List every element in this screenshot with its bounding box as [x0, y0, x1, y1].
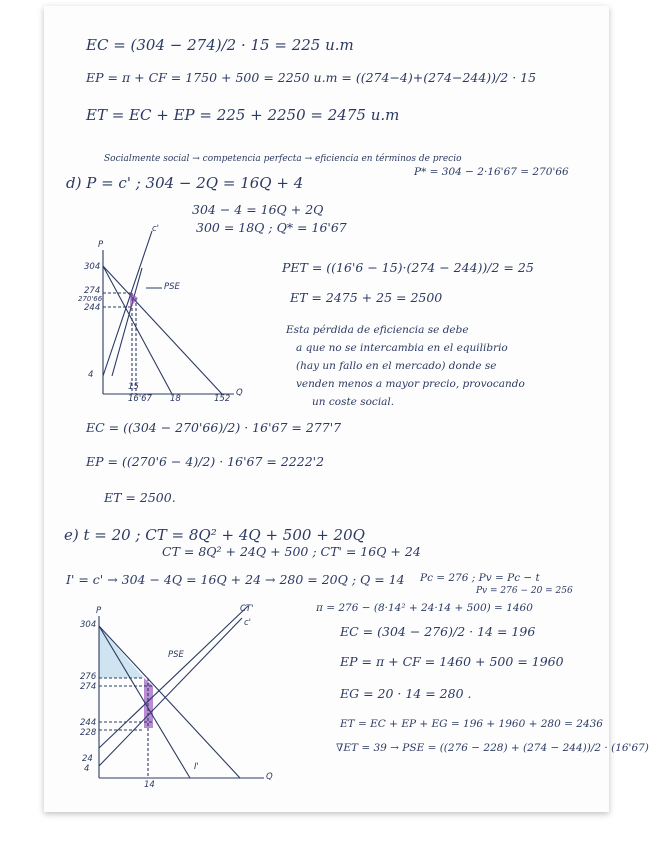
- graph-e-demand: [99, 626, 240, 778]
- d-pet: PET = ((16'6 − 15)·(274 − 244))/2 = 25: [282, 260, 534, 275]
- graph-d-x1667: 16'67: [128, 394, 152, 404]
- graph-e-ct-label: CT': [240, 604, 254, 614]
- d-ep: EP = ((270'6 − 4)/2) · 16'67 = 2222'2: [86, 454, 325, 469]
- d-txt2: a que no se intercambia en el equilibrio: [296, 342, 508, 354]
- graph-e-y244: 244: [80, 718, 97, 728]
- c-ec-line: EC = (304 − 274)/2 · 15 = 225 u.m: [86, 36, 354, 54]
- graph-e: [44, 6, 609, 812]
- graph-d-y270: 270'66: [78, 295, 103, 303]
- graph-d-x18: 18: [170, 394, 181, 404]
- d-txt3: (hay un fallo en el mercado) donde se: [296, 360, 497, 372]
- graph-e-c-label: c': [244, 618, 252, 628]
- e-ec: EC = (304 − 276)/2 · 14 = 196: [340, 624, 536, 639]
- graph-e-i-label: I': [194, 762, 199, 772]
- d-et: ET = 2475 + 25 = 2500: [290, 290, 443, 305]
- e-ct: CT = 8Q² + 24Q + 500 ; CT' = 16Q + 24: [162, 544, 421, 559]
- c-et-line: ET = EC + EP = 225 + 2250 = 2475 u.m: [86, 106, 400, 124]
- graph-e-x14: 14: [144, 780, 155, 790]
- d-step2: 300 = 18Q ; Q* = 16'67: [196, 220, 347, 235]
- d-txt5: un coste social.: [312, 396, 395, 408]
- graph-e-q-label: Q: [266, 772, 273, 782]
- c-ep-line: EP = π + CF = 1750 + 500 = 2250 u.m = ((274−4)+(274−244))/2 · 15: [86, 70, 537, 85]
- d-ec: EC = ((304 − 270'66)/2) · 16'67 = 277'7: [86, 420, 342, 435]
- d-step1: 304 − 4 = 16Q + 2Q: [192, 202, 324, 217]
- graph-d-y274: 274: [84, 286, 101, 296]
- graph-e-marginal-revenue: [99, 626, 190, 778]
- graph-e-p-label: P: [96, 606, 102, 616]
- graph-e-mc: [99, 618, 242, 766]
- graph-e-pse-label: PSE: [168, 650, 184, 660]
- e-title: e) t = 20 ; CT = 8Q² + 4Q + 500 + 20Q: [64, 526, 365, 544]
- e-pi: π = 276 − (8·14² + 24·14 + 500) = 1460: [316, 602, 533, 614]
- graph-e-y4: 4: [84, 764, 90, 774]
- graph-e-y24: 24: [82, 754, 93, 764]
- graph-d-x15: 15: [128, 382, 139, 392]
- graph-e-y304: 304: [80, 620, 97, 630]
- d-txt1: Esta pérdida de eficiencia se debe: [286, 324, 469, 336]
- e-pv: Pv = 276 − 20 = 256: [476, 586, 573, 596]
- d-pstar: P* = 304 − 2·16'67 = 270'66: [414, 166, 569, 178]
- graph-d-y4: 4: [88, 370, 94, 380]
- d-note: Socialmente social → competencia perfecta → eficiencia en términos de precio: [104, 154, 462, 164]
- graph-d-y304: 304: [84, 262, 101, 272]
- graph-d-q-label: Q: [236, 388, 243, 398]
- e-pc: Pc = 276 ; Pv = Pc − t: [420, 572, 540, 584]
- graph-e-y276: 276: [80, 672, 97, 682]
- graph-d-x152: 152: [214, 394, 231, 404]
- e-eq: I' = c' → 304 − 4Q = 16Q + 24 → 280 = 20Q ; Q = 14: [66, 572, 405, 587]
- e-eg: EG = 20 · 14 = 280 .: [340, 686, 472, 701]
- graph-d-pse-label: PSE: [164, 282, 180, 292]
- graph-d-p-label: P: [98, 240, 104, 250]
- e-pse: ∇ET = 39 → PSE = ((276 − 228) + (274 − 244))/2 · (16'67): [336, 742, 649, 754]
- graph-d-y244: 244: [84, 303, 101, 313]
- d-title: d) P = c' ; 304 − 2Q = 16Q + 4: [66, 174, 304, 192]
- d-et2: ET = 2500.: [104, 490, 176, 505]
- graph-e-y274: 274: [80, 682, 97, 692]
- notebook-page: [44, 6, 649, 812]
- e-et: ET = EC + EP + EG = 196 + 1960 + 280 = 2436: [340, 718, 603, 730]
- graph-d-c-label: c': [152, 224, 160, 234]
- d-txt4: venden menos a mayor precio, provocando: [296, 378, 525, 390]
- graph-e-y228: 228: [80, 728, 97, 738]
- e-ep: EP = π + CF = 1460 + 500 = 1960: [340, 654, 564, 669]
